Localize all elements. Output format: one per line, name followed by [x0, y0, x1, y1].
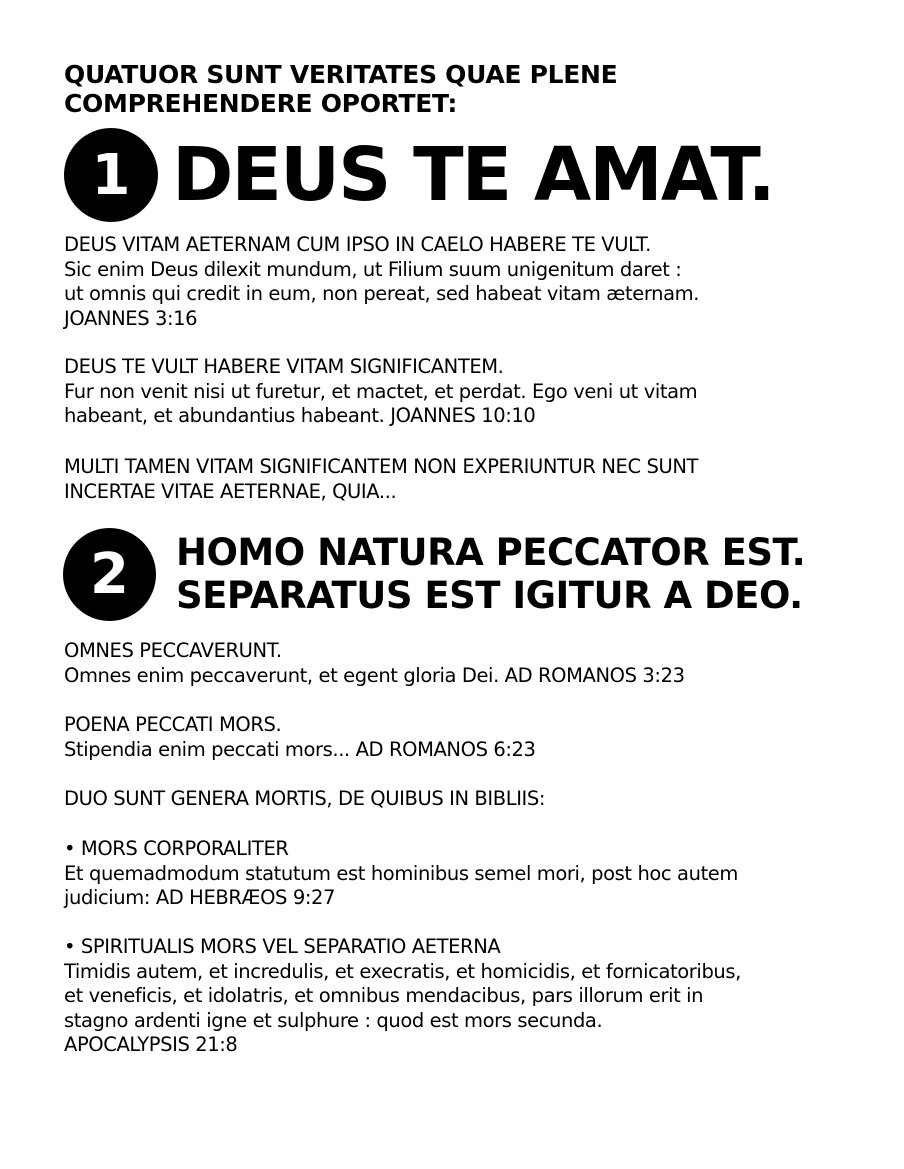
text-line: habeant, et abundantius habeant. JOANNES 10:10	[64, 404, 536, 427]
text-line: DEUS TE VULT HABERE VITAM SIGNIFICANTEM.	[64, 355, 504, 378]
text-line: DEUS VITAM AETERNAM CUM IPSO IN CAELO HABERE TE VULT.	[64, 233, 651, 256]
truth-2-paragraph-1	[64, 639, 854, 688]
text-line: MULTI TAMEN VITAM SIGNIFICANTEM NON EXPERIUNTUR NEC SUNT	[64, 455, 699, 478]
text-line: JOANNES 3:16	[64, 306, 198, 330]
text-line: INCERTAE VITAE AETERNAE, QUIA...	[64, 479, 397, 503]
text-line: judicium: AD HEBRÆOS 9:27	[64, 886, 336, 909]
truth-2-paragraph-5	[64, 935, 854, 1058]
truth-2-paragraph-3	[64, 787, 854, 812]
text-line: APOCALYPSIS 21:8	[64, 1033, 238, 1056]
text-line: stagno ardenti igne et sulphure : quod est mors secunda.	[64, 1008, 603, 1032]
intro-heading	[64, 60, 844, 118]
truth-1-paragraph-1	[64, 233, 854, 331]
text-line: OMNES PECCAVERUNT.	[64, 639, 282, 662]
number-badge-2: 2	[63, 528, 156, 621]
text-line: • MORS CORPORALITER	[64, 837, 289, 860]
truth-1-paragraph-3	[64, 455, 854, 504]
truth-1-heading: DEUS TE AMAT.	[172, 132, 774, 218]
truth-2-paragraph-2	[64, 713, 854, 762]
text-line: POENA PECCATI MORS.	[64, 713, 282, 736]
text-line: et veneficis, et idolatris, et omnibus mendacibus, pars illorum erit in	[64, 984, 704, 1007]
heading-line: HOMO NATURA PECCATOR EST.	[176, 531, 806, 574]
heading-line: SEPARATUS EST IGITUR A DEO.	[176, 574, 803, 617]
text-line: Sic enim Deus dilexit mundum, ut Filium suum unigenitum daret :	[64, 257, 682, 281]
text-line: • SPIRITUALIS MORS VEL SEPARATIO AETERNA	[64, 935, 501, 958]
text-line: Stipendia enim peccati mors... AD ROMANOS 6:23	[64, 737, 536, 761]
text-line: Et quemadmodum statutum est hominibus semel mori, post hoc autem	[64, 861, 739, 885]
text-line: Omnes enim peccaverunt, et egent gloria Dei. AD ROMANOS 3:23	[64, 663, 685, 687]
text-line: Timidis autem, et incredulis, et execratis, et homicidis, et fornicatoribus,	[64, 959, 741, 983]
truth-2-heading	[176, 531, 876, 617]
truth-2-paragraph-4	[64, 837, 854, 911]
text-line: DUO SUNT GENERA MORTIS, DE QUIBUS IN BIBLIIS:	[64, 787, 546, 810]
number-badge-1: 1	[64, 128, 158, 222]
intro-line: QUATUOR SUNT VERITATES QUAE PLENE	[64, 60, 618, 89]
text-line: ut omnis qui credit in eum, non pereat, sed habeat vitam æternam.	[64, 282, 700, 305]
text-line: Fur non venit nisi ut furetur, et mactet, et perdat. Ego veni ut vitam	[64, 379, 698, 403]
truth-1-paragraph-2	[64, 355, 854, 429]
intro-line: COMPREHENDERE OPORTET:	[64, 89, 458, 118]
